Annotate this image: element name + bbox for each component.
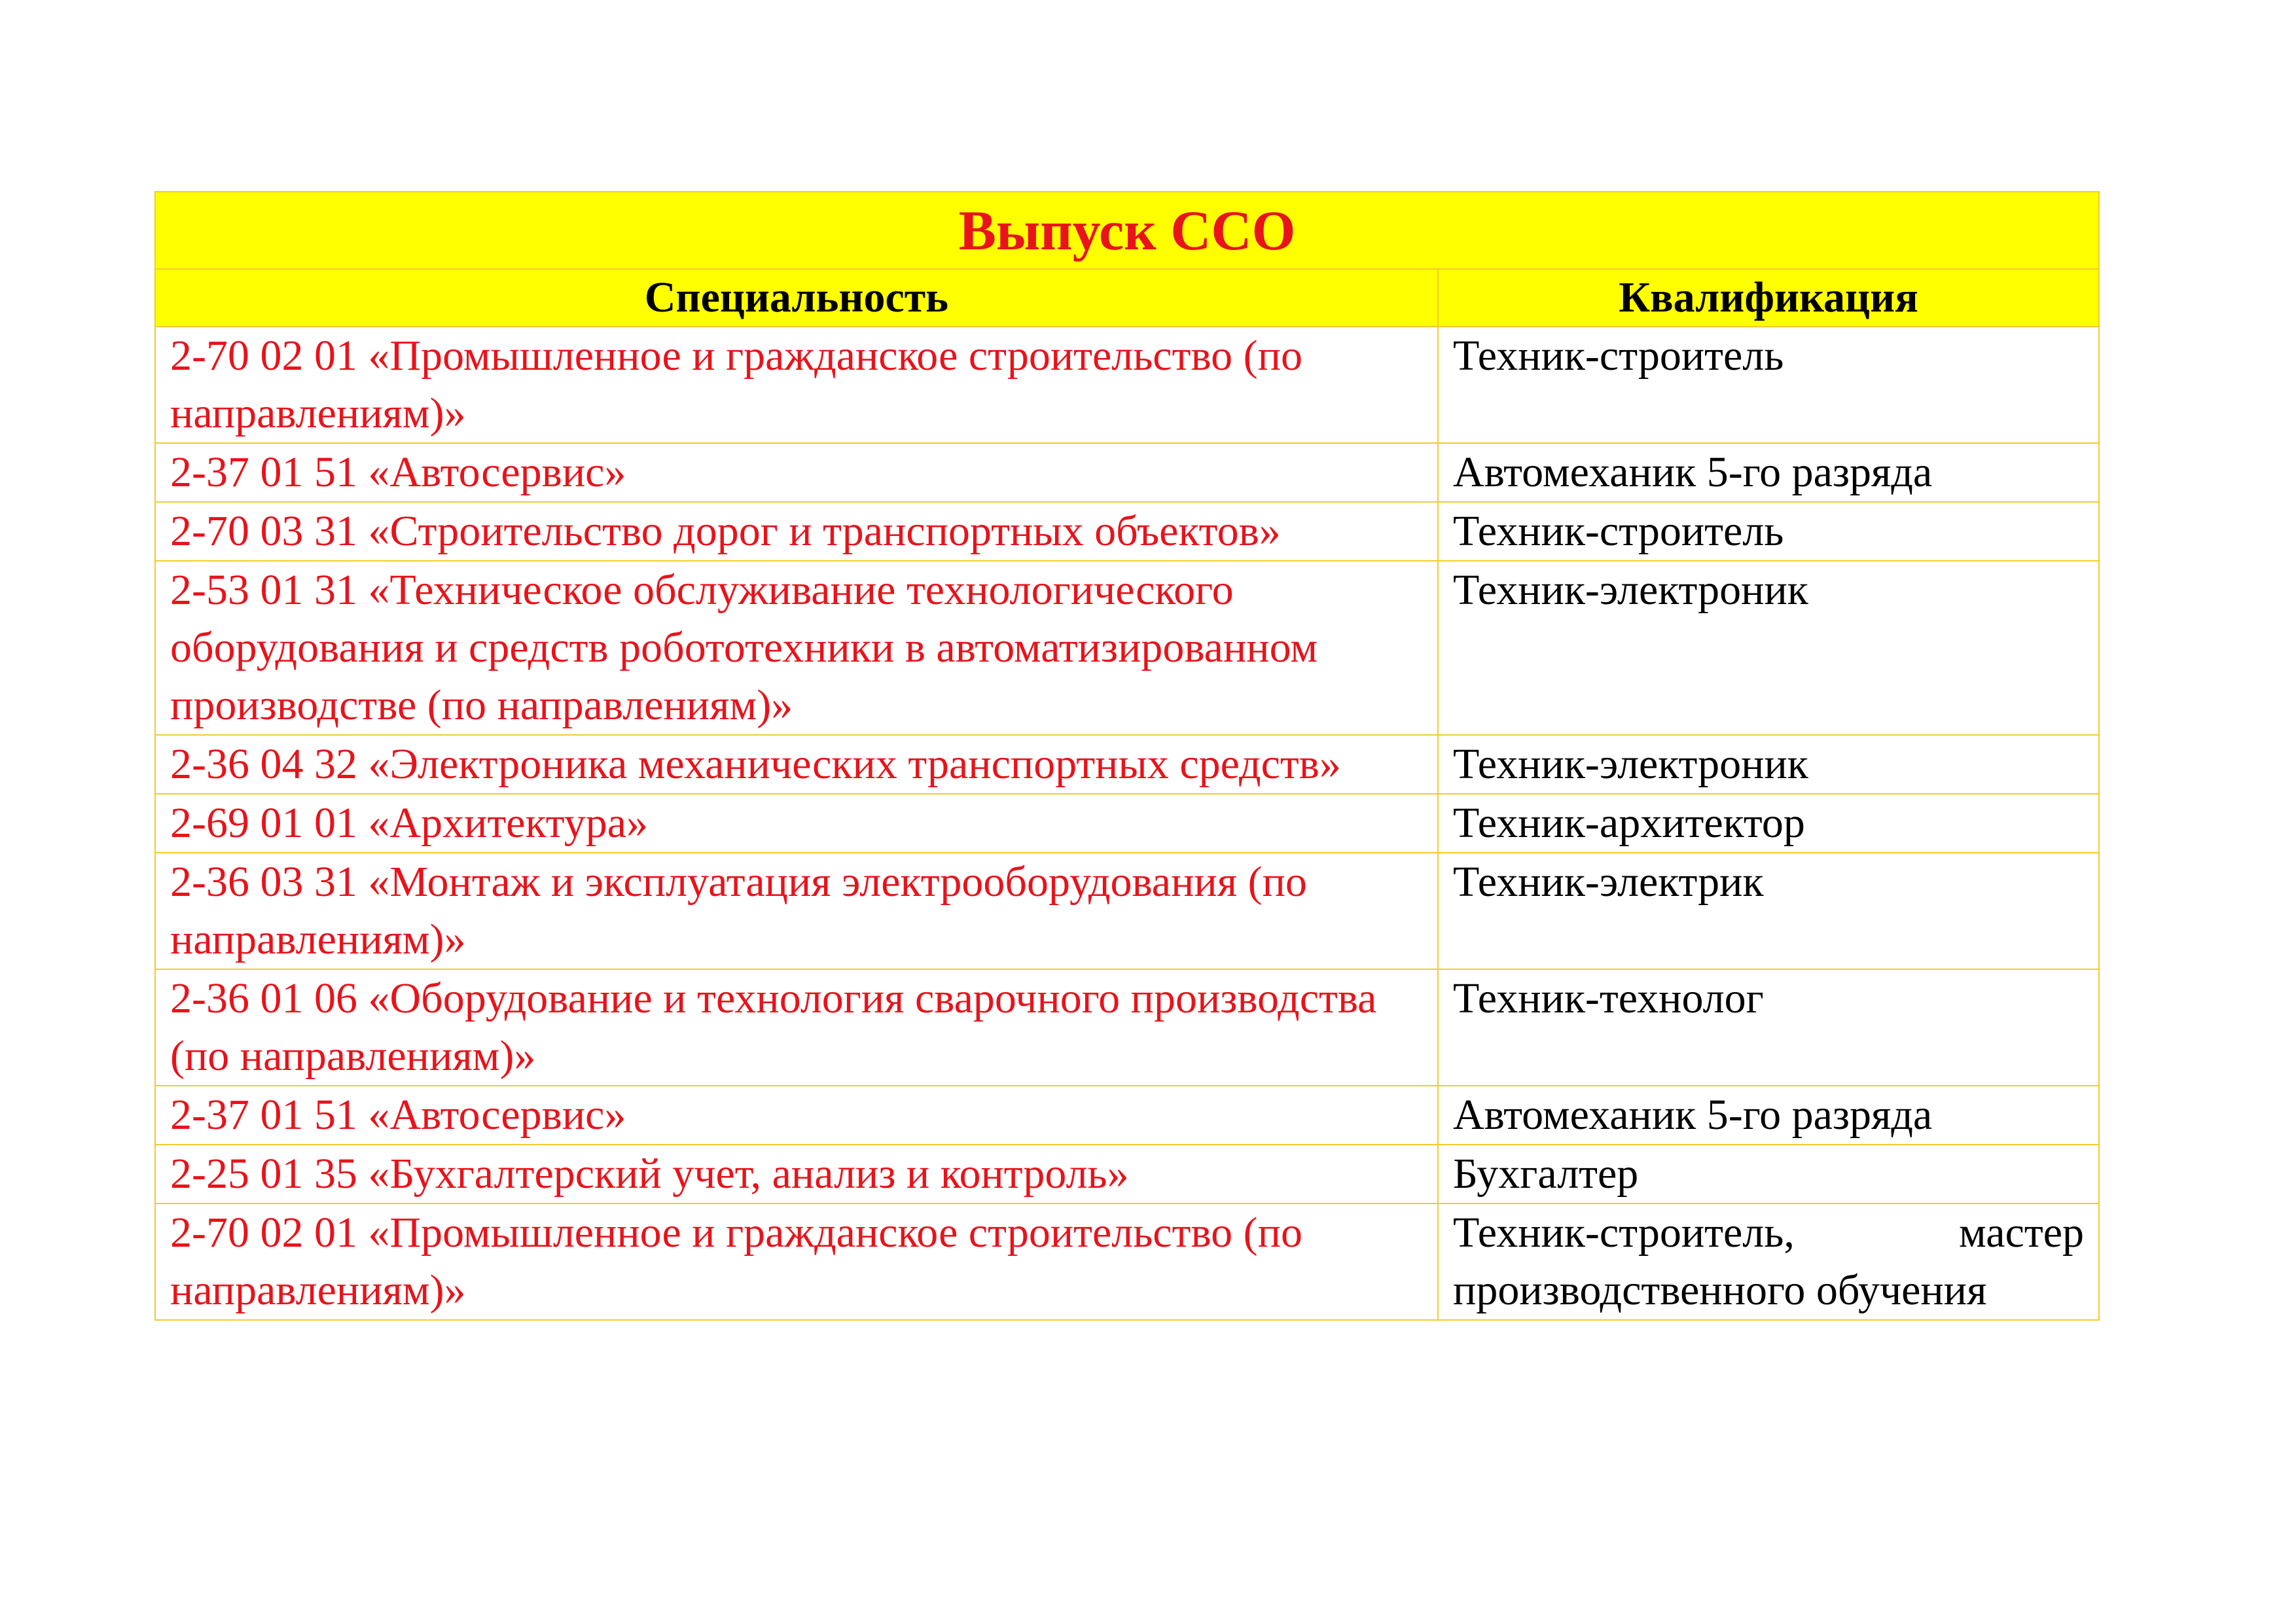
specialty-cell: 2-69 01 01 «Архитектура»	[155, 794, 1438, 853]
table-row	[155, 969, 2099, 1086]
table-row	[155, 327, 2099, 443]
specialty-cell: 2-36 01 06 «Оборудование и технология сварочного производства (по направлениям)»	[155, 969, 1438, 1086]
specialty-cell: 2-36 03 31 «Монтаж и эксплуатация электрооборудования (по направлениям)»	[155, 853, 1438, 969]
table-row	[155, 1204, 2099, 1320]
qualification-cell: Техник-технолог	[1438, 969, 2099, 1086]
table-row	[155, 1086, 2099, 1145]
table-row	[155, 502, 2099, 561]
qualification-cell: Техник-архитектор	[1438, 794, 2099, 853]
qualification-cell: Автомеханик 5-го разряда	[1438, 443, 2099, 502]
table-row	[155, 853, 2099, 969]
table-row	[155, 735, 2099, 794]
table-row	[155, 1145, 2099, 1204]
table-row	[155, 561, 2099, 735]
specialty-cell: 2-25 01 35 «Бухгалтерский учет, анализ и контроль»	[155, 1145, 1438, 1204]
specialty-cell: 2-70 02 01 «Промышленное и гражданское строительство (по направлениям)»	[155, 327, 1438, 443]
table-row	[155, 443, 2099, 502]
graduates-table	[154, 191, 2100, 1321]
specialty-cell: 2-53 01 31 «Техническое обслуживание технологического оборудования и средств робототехники в автоматизированном производстве (по направлениям)»	[155, 561, 1438, 735]
table-row	[155, 794, 2099, 853]
qualification-cell: Техник-электроник	[1438, 735, 2099, 794]
table-title: Выпуск ССО	[155, 192, 2099, 269]
specialty-cell: 2-70 02 01 «Промышленное и гражданское строительство (по направлениям)»	[155, 1204, 1438, 1320]
specialty-cell: 2-37 01 51 «Автосервис»	[155, 1086, 1438, 1145]
header-qualification: Квалификация	[1438, 269, 2099, 327]
qualification-cell: Бухгалтер	[1438, 1145, 2099, 1204]
specialty-cell: 2-37 01 51 «Автосервис»	[155, 443, 1438, 502]
qualification-cell: Техник-строитель, мастер производственного обучения	[1438, 1204, 2099, 1320]
qualification-cell: Автомеханик 5-го разряда	[1438, 1086, 2099, 1145]
qualification-cell: Техник-электрик	[1438, 853, 2099, 969]
header-specialty: Специальность	[155, 269, 1438, 327]
table-title-row	[155, 192, 2099, 269]
qualification-cell: Техник-строитель	[1438, 502, 2099, 561]
qualification-cell: Техник-строитель	[1438, 327, 2099, 443]
specialty-cell: 2-36 04 32 «Электроника механических транспортных средств»	[155, 735, 1438, 794]
specialty-cell: 2-70 03 31 «Строительство дорог и транспортных объектов»	[155, 502, 1438, 561]
qualification-cell: Техник-электроник	[1438, 561, 2099, 735]
table-header-row	[155, 269, 2099, 327]
